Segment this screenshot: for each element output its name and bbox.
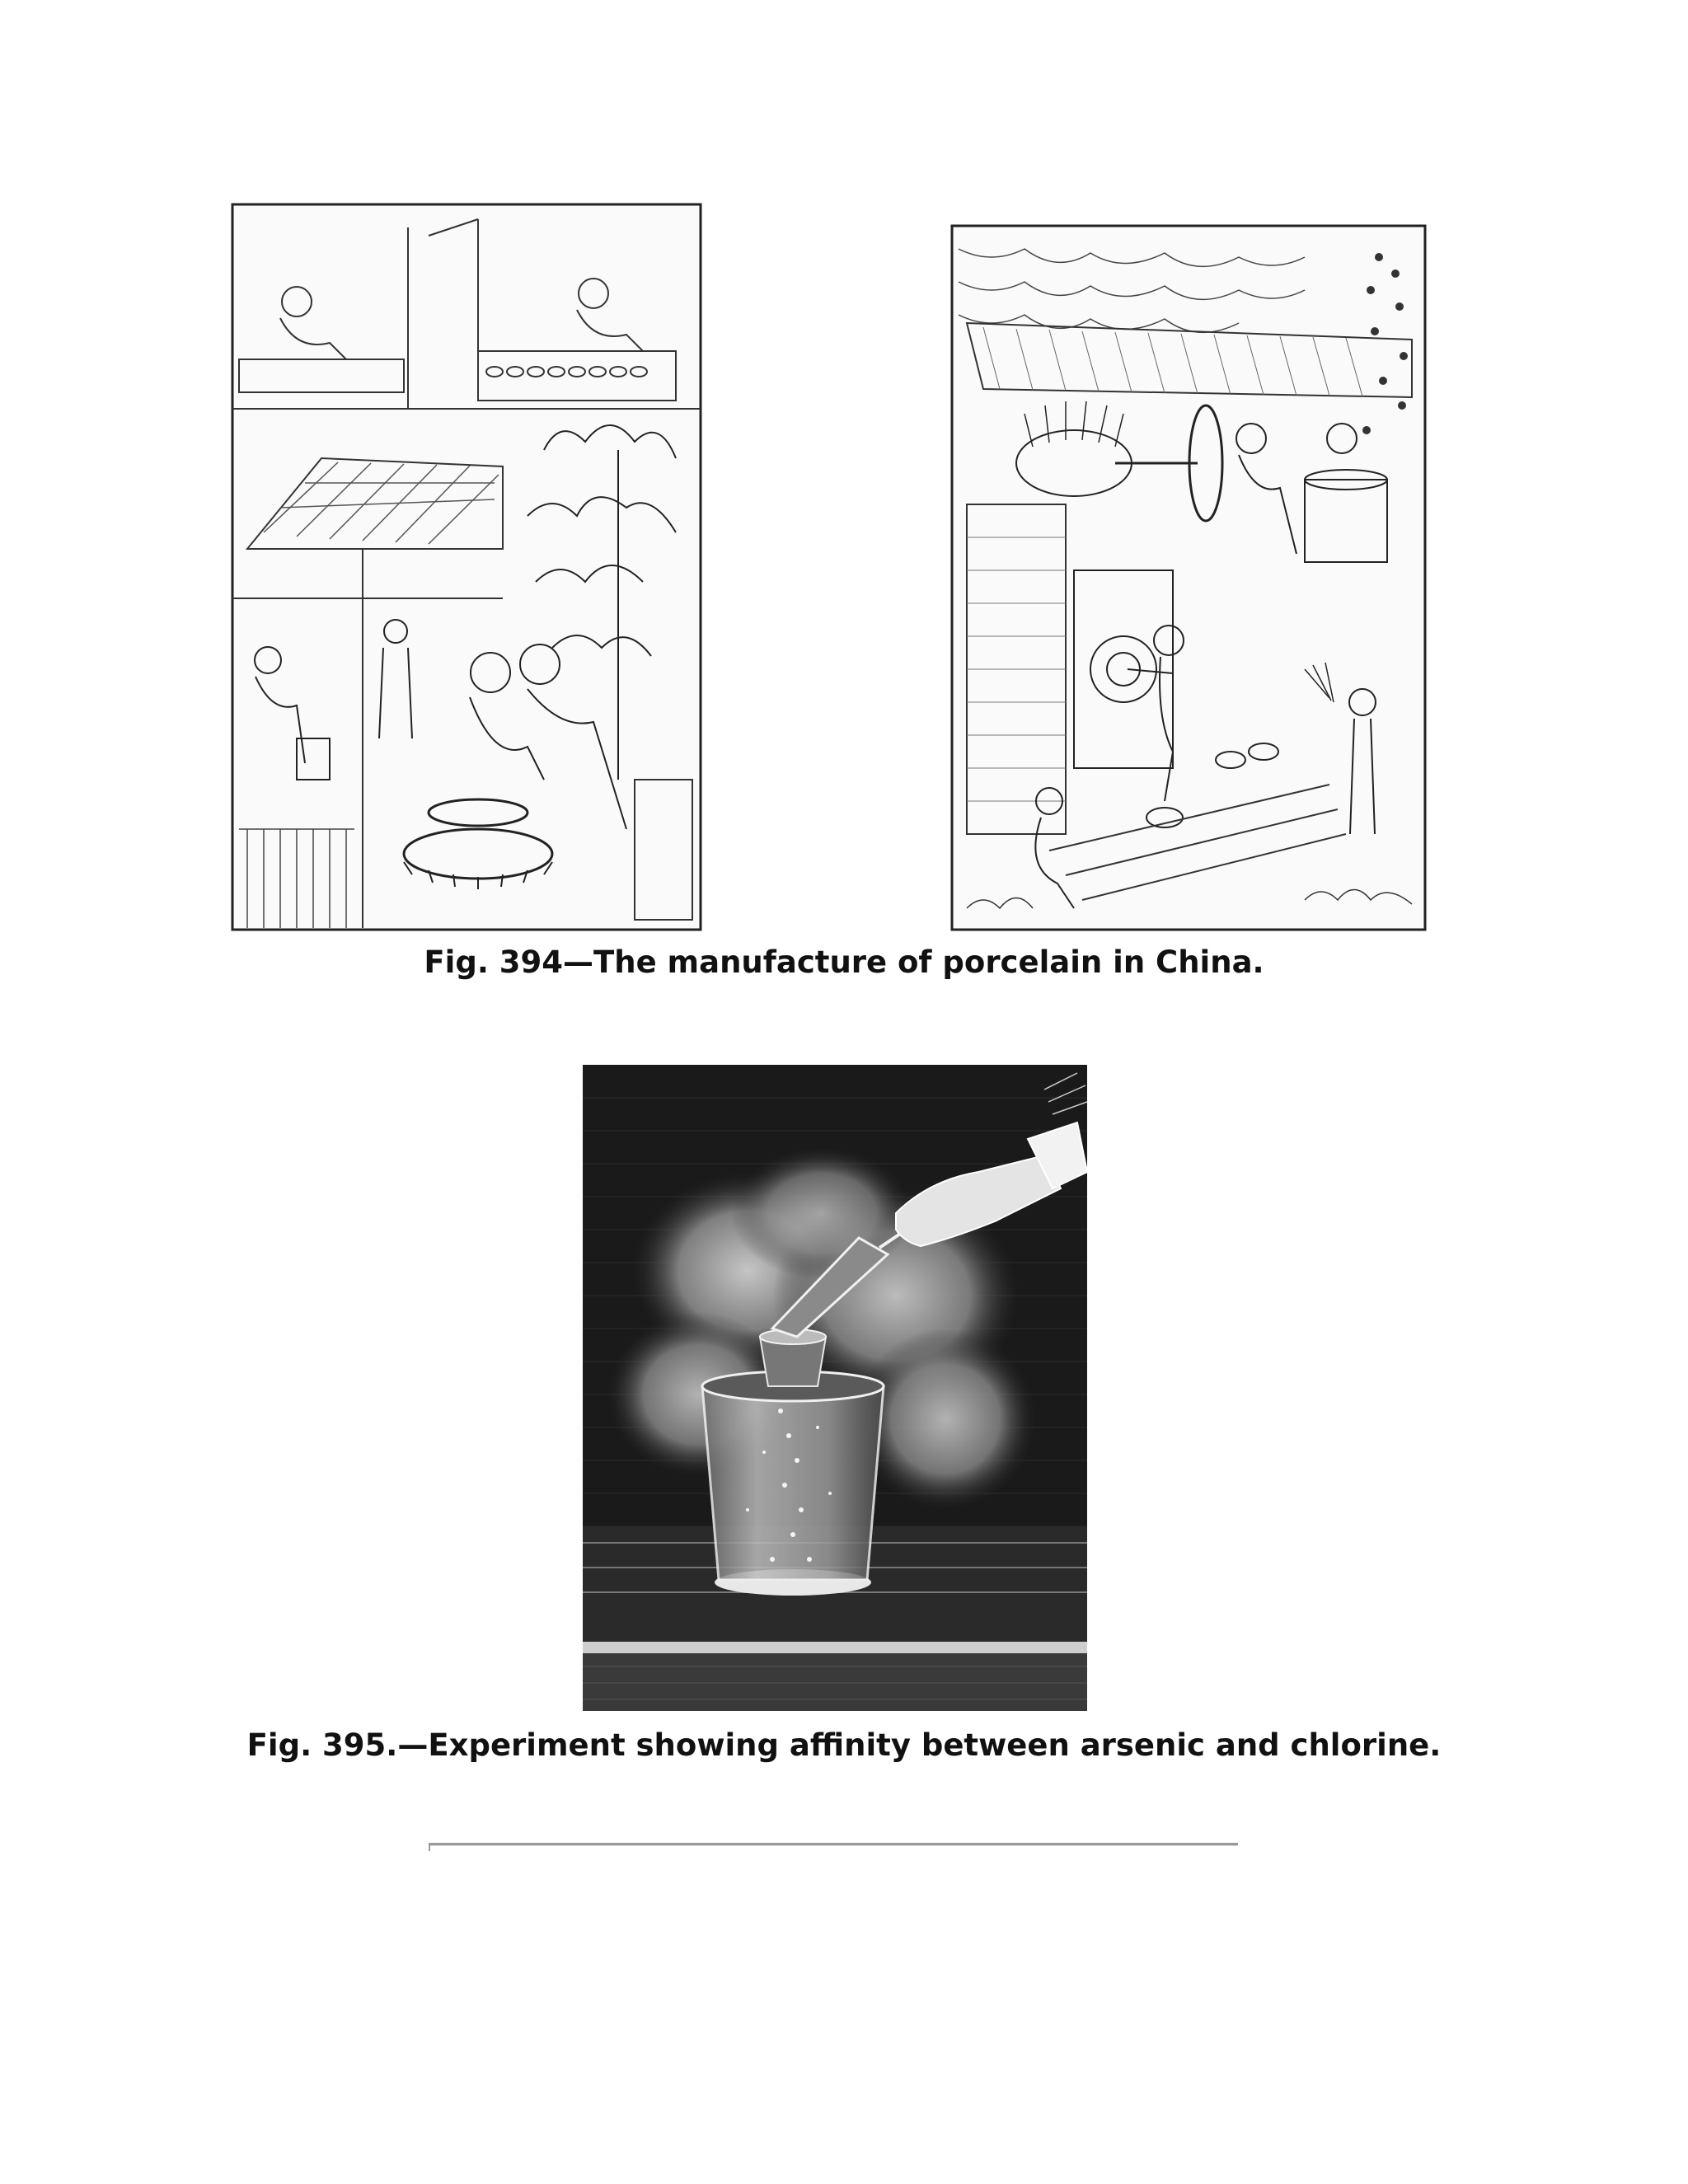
- arsenic-chlorine-engraving: [583, 1065, 1087, 1711]
- fig395-illustration: [583, 1065, 1087, 1711]
- porcelain-kiln-woodcut: [950, 224, 1427, 931]
- fig394-left-illustration: [231, 203, 702, 931]
- horizontal-rule-end: [429, 1843, 430, 1851]
- fig395-caption: Fig. 395.—Experiment showing affinity between arsenic and chlorine.: [246, 1727, 1442, 1763]
- porcelain-workshop-woodcut: [231, 203, 702, 931]
- fig394-caption: Fig. 394—The manufacture of porcelain in China.: [424, 944, 1264, 980]
- fig394-right-illustration: [950, 224, 1427, 931]
- horizontal-rule: [429, 1843, 1238, 1845]
